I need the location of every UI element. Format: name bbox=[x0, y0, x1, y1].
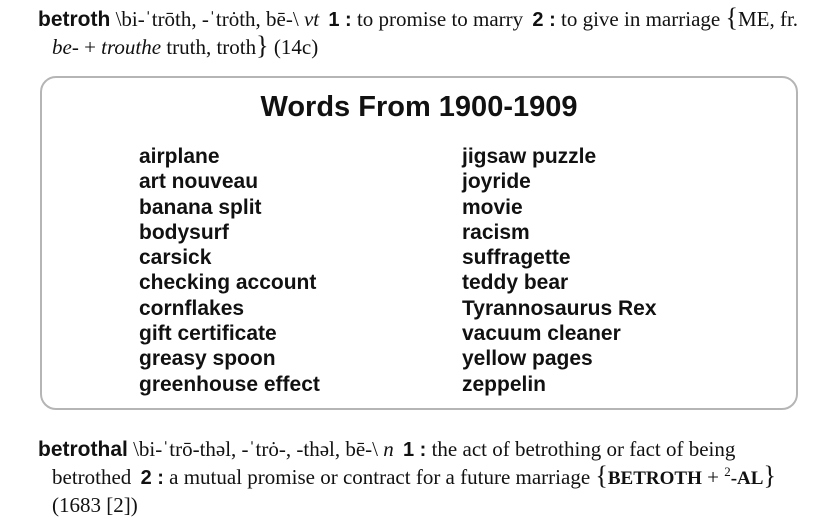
entry-betroth bbox=[38, 3, 808, 61]
etymology: ME, fr. bbox=[737, 7, 799, 31]
word-item: jigsaw puzzle bbox=[462, 145, 597, 168]
sense-number: 1 : bbox=[328, 9, 352, 31]
headword: betroth bbox=[38, 8, 111, 31]
word-item: racism bbox=[462, 220, 530, 244]
definition: to promise to marry bbox=[351, 7, 529, 31]
word-list-left bbox=[139, 144, 320, 397]
word-item: vacuum cleaner bbox=[462, 322, 621, 346]
entry-betrothal bbox=[38, 436, 808, 519]
word-item: teddy bear bbox=[462, 271, 569, 295]
word-item: bodysurf bbox=[139, 220, 229, 244]
word-list-right bbox=[462, 144, 657, 397]
part-of-speech: vt bbox=[303, 7, 320, 31]
etymology-cross-reference: BETROTH bbox=[607, 468, 702, 489]
word-item: checking account bbox=[139, 271, 317, 295]
word-item: gift certificate bbox=[139, 322, 277, 346]
etymology-brace-open: { bbox=[595, 461, 608, 490]
etymology: truth, troth bbox=[161, 35, 257, 59]
word-item: art nouveau bbox=[139, 170, 259, 194]
date: (1683 [2]) bbox=[52, 493, 138, 517]
etymology-italic: be- bbox=[52, 35, 79, 59]
word-item: movie bbox=[462, 195, 523, 219]
etymology-cross-reference: -AL bbox=[730, 468, 764, 489]
word-item: zeppelin bbox=[462, 372, 547, 396]
etymology-italic: trouthe bbox=[101, 35, 162, 59]
word-item: carsick bbox=[139, 246, 212, 270]
definition: the act of betrothing or fact of being betrothed bbox=[52, 437, 736, 489]
box-title: Words From 1900-1909 bbox=[260, 91, 578, 123]
etymology-brace-close: } bbox=[763, 461, 776, 490]
sense-number: 2 : bbox=[532, 9, 556, 31]
word-item: Tyrannosaurus Rex bbox=[462, 296, 657, 320]
part-of-speech: n bbox=[383, 437, 394, 461]
headword: betrothal bbox=[38, 438, 128, 461]
word-item: yellow pages bbox=[462, 347, 593, 371]
word-item: banana split bbox=[139, 195, 262, 219]
pronunciation: \bi-ˈtrō-thəl, -ˈtrȯ-, -thəl, bē-\ bbox=[133, 437, 384, 461]
sense-number: 1 : bbox=[403, 439, 427, 461]
word-item: cornflakes bbox=[139, 296, 245, 320]
pronunciation: \bi-ˈtrōth, -ˈtrȯth, bē-\ bbox=[115, 7, 304, 31]
words-from-decade-box bbox=[40, 76, 798, 410]
word-item: suffragette bbox=[462, 246, 571, 270]
word-item: greenhouse effect bbox=[139, 372, 320, 396]
etymology: + bbox=[78, 35, 102, 59]
sense-number: 2 : bbox=[140, 467, 164, 489]
etymology-brace-close: } bbox=[256, 31, 269, 60]
definition: a mutual promise or contract for a future marriage bbox=[163, 465, 596, 489]
etymology: + bbox=[701, 465, 725, 489]
definition: to give in marriage bbox=[555, 7, 726, 31]
date: (14c) bbox=[268, 35, 319, 59]
homograph-superscript: 2 bbox=[724, 464, 731, 479]
word-item: airplane bbox=[139, 145, 220, 168]
word-item: joyride bbox=[462, 170, 531, 194]
word-item: greasy spoon bbox=[139, 347, 276, 371]
etymology-brace-open: { bbox=[725, 3, 738, 32]
